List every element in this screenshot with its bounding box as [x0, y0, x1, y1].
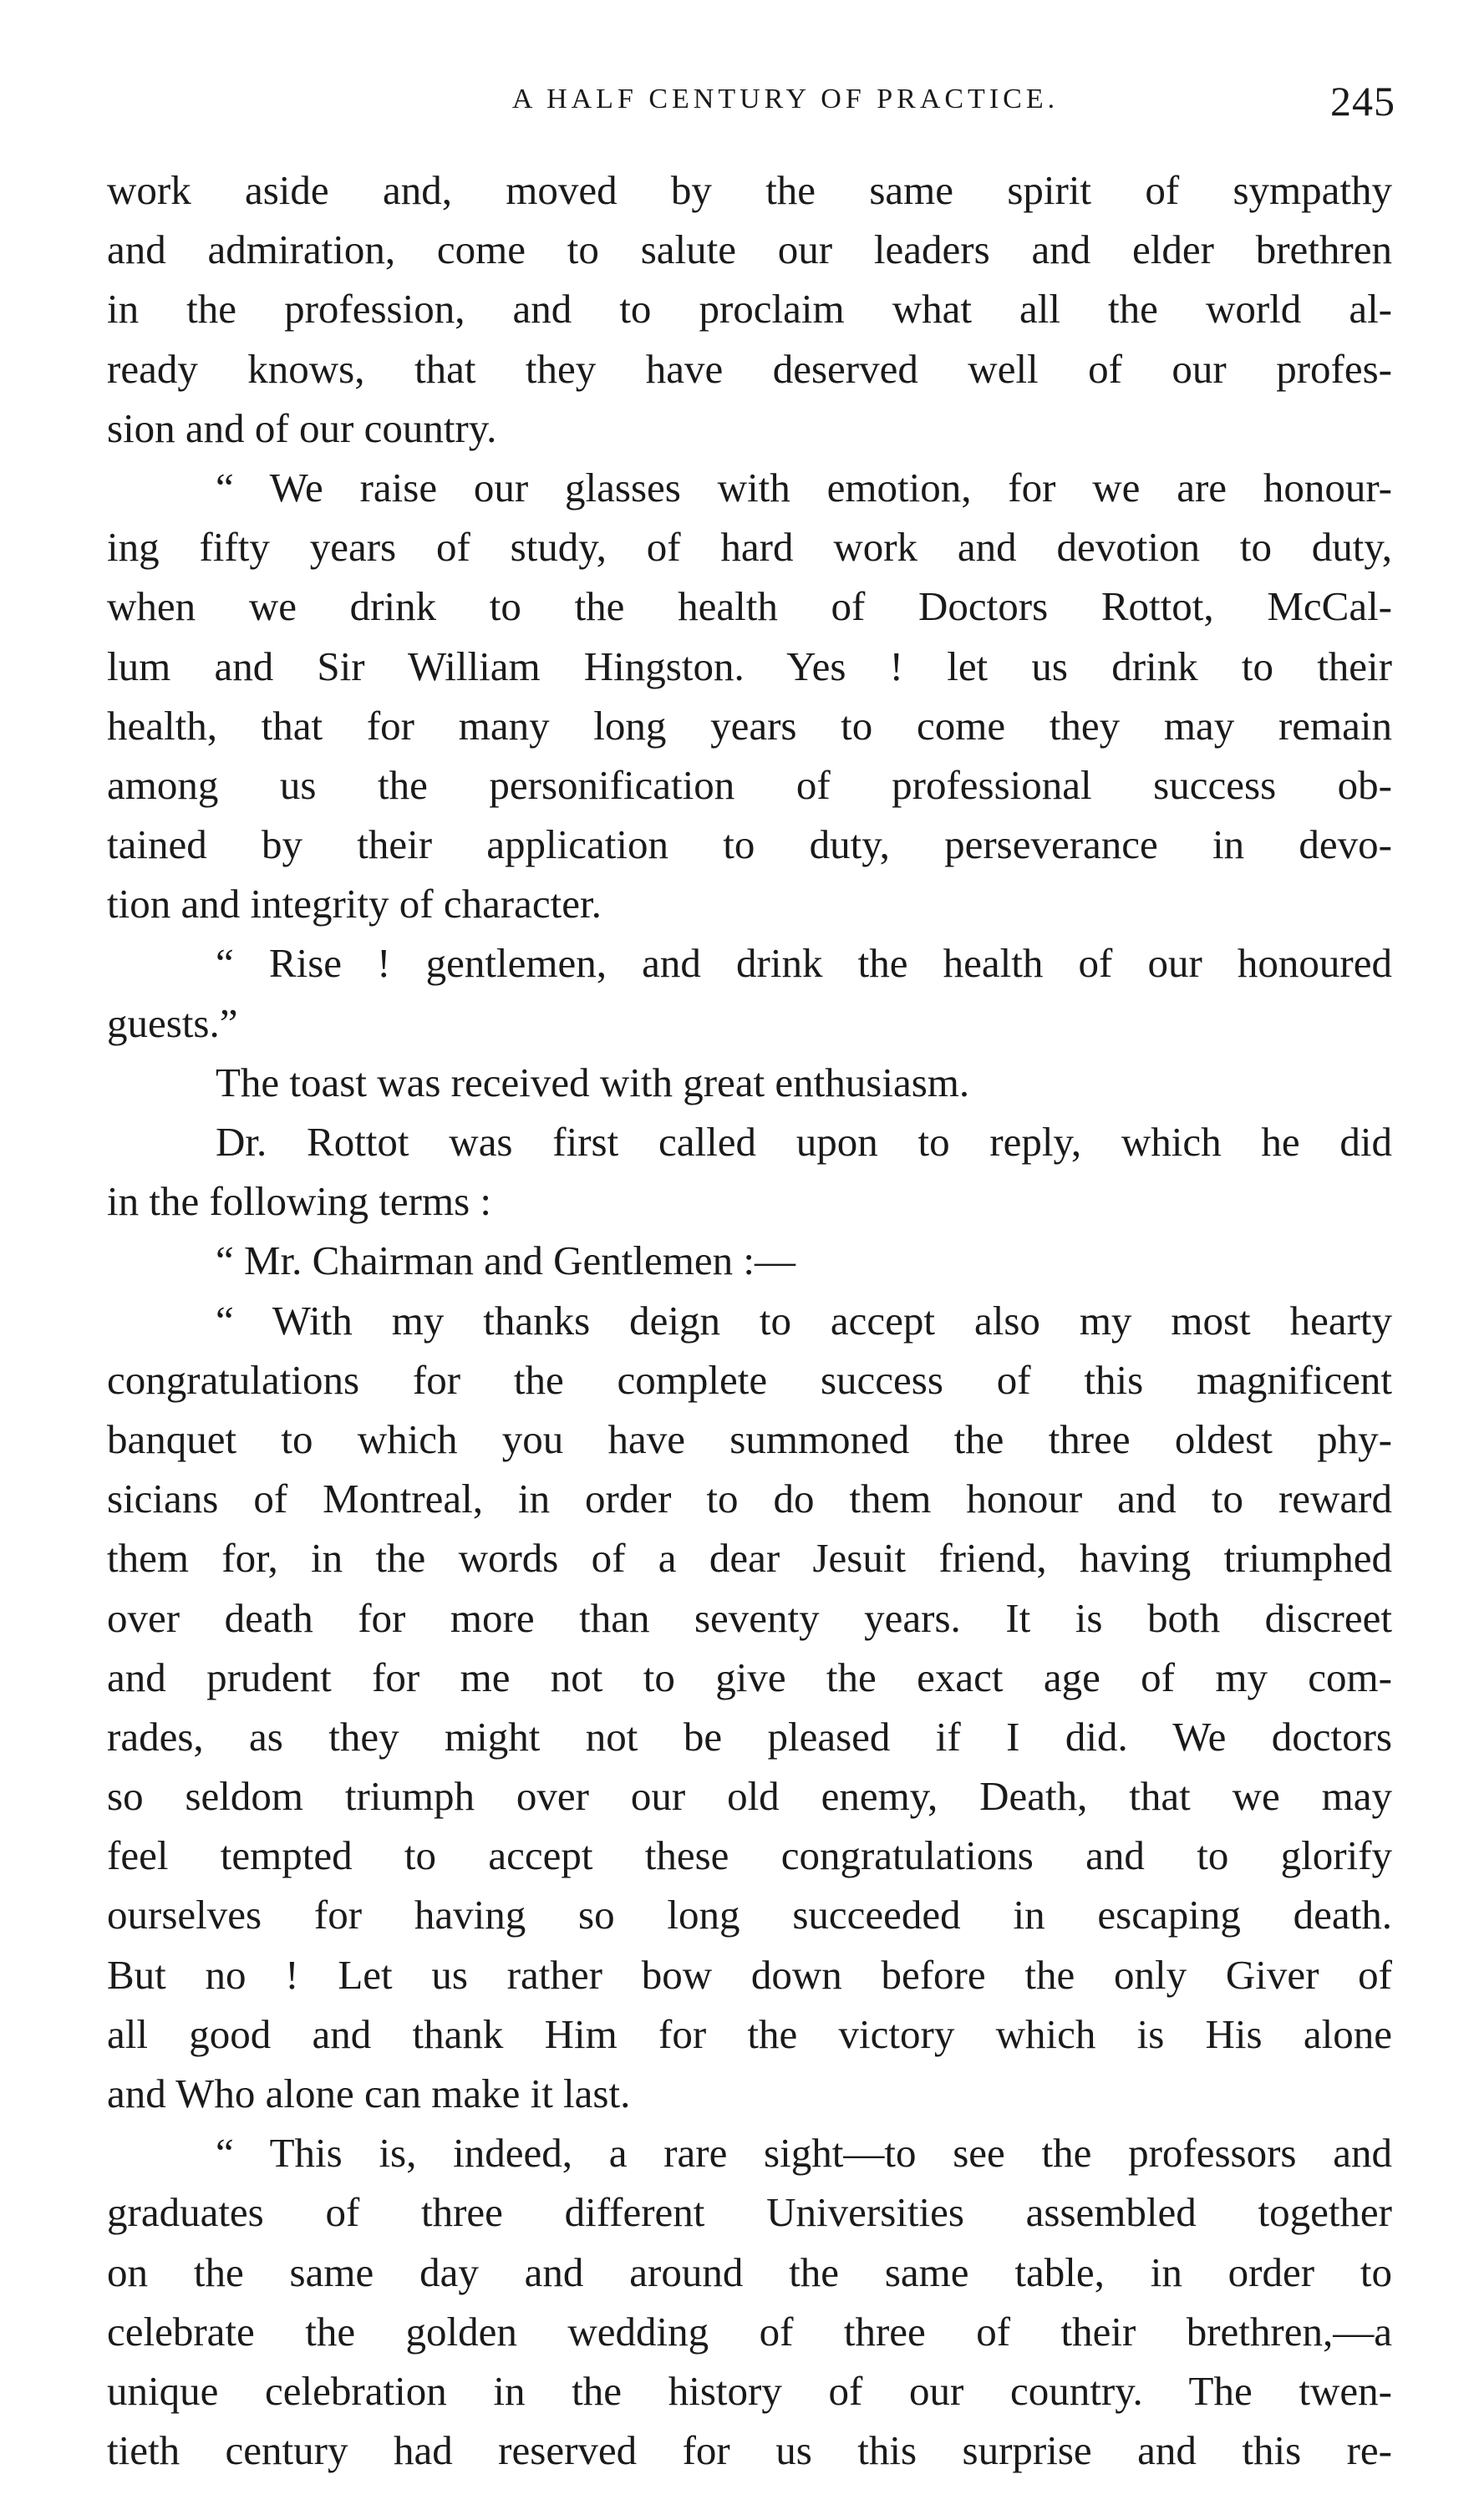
text-line: The toast was received with great enthusiasm.: [216, 1059, 970, 1105]
text-line: work aside and, moved by the same spirit of sympathy: [107, 167, 1392, 213]
text-line: congratulations for the complete success of this magnificent: [107, 1356, 1392, 1403]
text-line: ourselves for having so long succeeded in escaping death.: [107, 1892, 1392, 1938]
body-text: [107, 160, 1392, 2480]
text-line: all good and thank Him for the victory which is His alone: [107, 2010, 1392, 2057]
text-line: But no ! Let us rather bow down before the only Giver of: [107, 1951, 1392, 1998]
text-line: guests.”: [107, 999, 238, 1046]
running-head: [109, 77, 1395, 135]
text-line: unique celebration in the history of our country. The twen-: [107, 2367, 1392, 2414]
text-line: so seldom triumph over our old enemy, Death, that we may: [107, 1773, 1392, 1820]
text-line: “ Mr. Chairman and Gentlemen :—: [216, 1237, 795, 1284]
text-line: and admiration, come to salute our leaders and elder brethren: [107, 226, 1392, 273]
text-line: rades, as they might not be pleased if I did. We doctors: [107, 1713, 1392, 1760]
text-line: “ We raise our glasses with emotion, for we are honour-: [216, 464, 1392, 511]
text-line: sion and of our country.: [107, 404, 497, 451]
text-line: ready knows, that they have deserved well of our profes-: [107, 345, 1392, 392]
page-number: 245: [1330, 78, 1395, 124]
text-line: tained by their application to duty, perseverance in devo-: [107, 821, 1392, 868]
text-line: Dr. Rottot was first called upon to reply, which he did: [216, 1119, 1392, 1165]
text-line: when we drink to the health of Doctors Rottot, McCal-: [107, 583, 1392, 630]
text-line: them for, in the words of a dear Jesuit friend, having triumphed: [107, 1535, 1392, 1582]
text-line: among us the personification of professional success ob-: [107, 761, 1392, 808]
text-line: banquet to which you have summoned the three oldest phy-: [107, 1415, 1392, 1462]
text-line: tion and integrity of character.: [107, 881, 602, 927]
text-line: in the following terms :: [107, 1178, 491, 1225]
text-line: “ With my thanks deign to accept also my most hearty: [216, 1297, 1392, 1344]
text-line: on the same day and around the same table, in order to: [107, 2248, 1392, 2295]
text-line: “ This is, indeed, a rare sight—to see the professors and: [216, 2130, 1392, 2177]
text-line: “ Rise ! gentlemen, and drink the health of our honoured: [216, 940, 1392, 987]
text-line: lum and Sir William Hingston. Yes ! let us drink to their: [107, 643, 1392, 689]
text-line: health, that for many long years to come they may remain: [107, 702, 1392, 749]
text-line: in the profession, and to proclaim what all the world al-: [107, 286, 1392, 333]
text-line: sicians of Montreal, in order to do them honour and to reward: [107, 1476, 1392, 1522]
text-line: graduates of three different Universities assembled together: [107, 2189, 1392, 2236]
text-line: celebrate the golden wedding of three of their brethren,—a: [107, 2308, 1392, 2355]
text-line: and Who alone can make it last.: [107, 2070, 631, 2116]
text-line: ing fifty years of study, of hard work and devotion to duty,: [107, 524, 1392, 571]
text-line: tieth century had reserved for us this surprise and this re-: [107, 2427, 1392, 2474]
text-line: and prudent for me not to give the exact age of my com-: [107, 1654, 1392, 1700]
running-title: A HALF CENTURY OF PRACTICE.: [511, 84, 1060, 114]
text-line: feel tempted to accept these congratulations and to glorify: [107, 1832, 1392, 1879]
text-line: over death for more than seventy years. It is both discreet: [107, 1594, 1392, 1641]
